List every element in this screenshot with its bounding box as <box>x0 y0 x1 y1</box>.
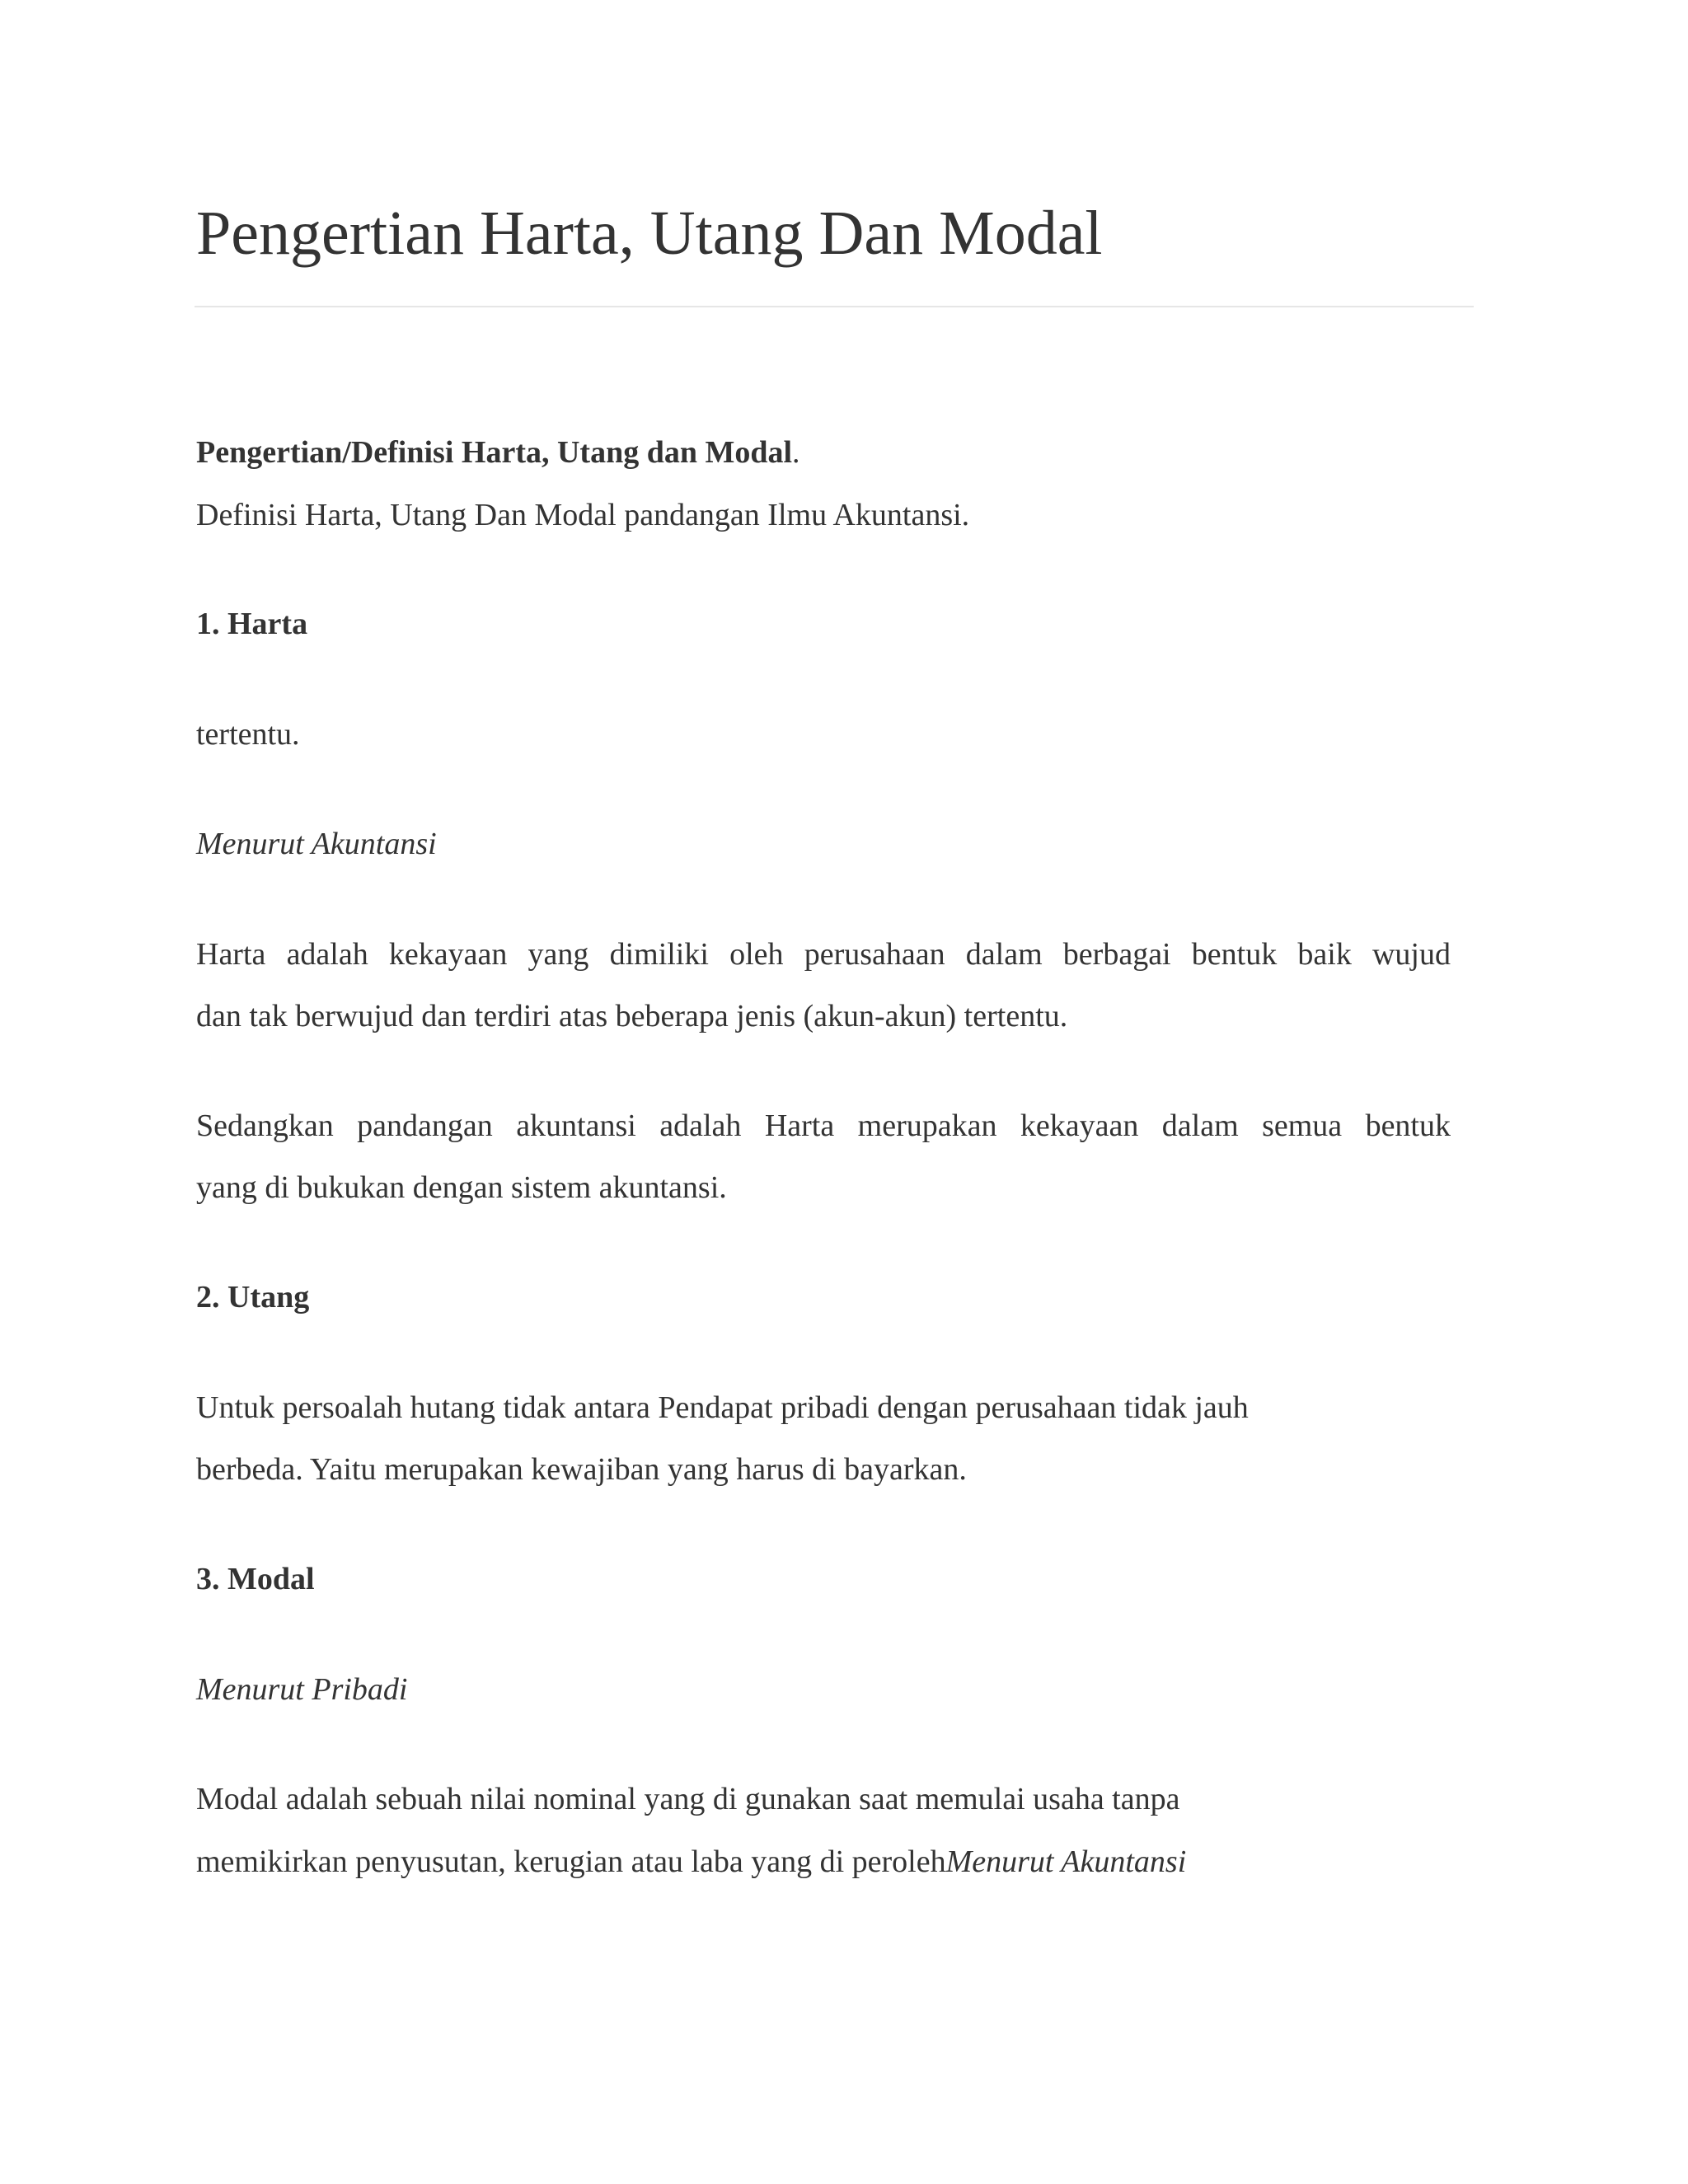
section-heading-harta: 1. Harta <box>196 607 308 641</box>
title-divider <box>195 306 1474 307</box>
section-heading-modal: 3. Modal <box>196 1562 315 1596</box>
intro-text: Definisi Harta, Utang Dan Modal pandangan Ilmu Akuntansi. <box>196 498 970 532</box>
utang-paragraph-line1: Untuk persoalah hutang tidak antara Pendapat pribadi dengan perusahaan tidak jauh <box>196 1390 1249 1425</box>
utang-paragraph-line2: berbeda. Yaitu merupakan kewajiban yang harus di bayarkan. <box>196 1452 967 1487</box>
harta-paragraph1-line1: Harta adalah kekayaan yang dimiliki oleh perusahaan dalam berbagai bentuk baik wujud <box>196 937 1451 972</box>
modal-paragraph-line1: Modal adalah sebuah nilai nominal yang di gunakan saat memulai usaha tanpa <box>196 1782 1180 1816</box>
section-heading-utang: 2. Utang <box>196 1280 310 1315</box>
harta-paragraph2-line2: yang di bukukan dengan sistem akuntansi. <box>196 1170 727 1205</box>
page-title: Pengertian Harta, Utang Dan Modal <box>196 199 1103 268</box>
harta-subheading: Menurut Akuntansi <box>196 827 437 861</box>
subtitle-text: Pengertian/Definisi Harta, Utang dan Modal <box>196 435 793 470</box>
modal-subheading: Menurut Pribadi <box>196 1672 408 1707</box>
subtitle <box>196 434 800 472</box>
subtitle-period: . <box>792 435 800 470</box>
modal-paragraph-line2-italic: Menurut Akuntansi <box>945 1844 1187 1879</box>
harta-paragraph1-line2: dan tak berwujud dan terdiri atas beberapa jenis (akun-akun) tertentu. <box>196 999 1068 1033</box>
harta-paragraph2-line1: Sedangkan pandangan akuntansi adalah Harta merupakan kekayaan dalam semua bentuk <box>196 1108 1451 1143</box>
modal-paragraph-line2-text: memikirkan penyusutan, kerugian atau laba yang di peroleh <box>196 1844 946 1879</box>
harta-fragment: tertentu. <box>196 717 300 752</box>
modal-paragraph-line2 <box>196 1844 1186 1882</box>
